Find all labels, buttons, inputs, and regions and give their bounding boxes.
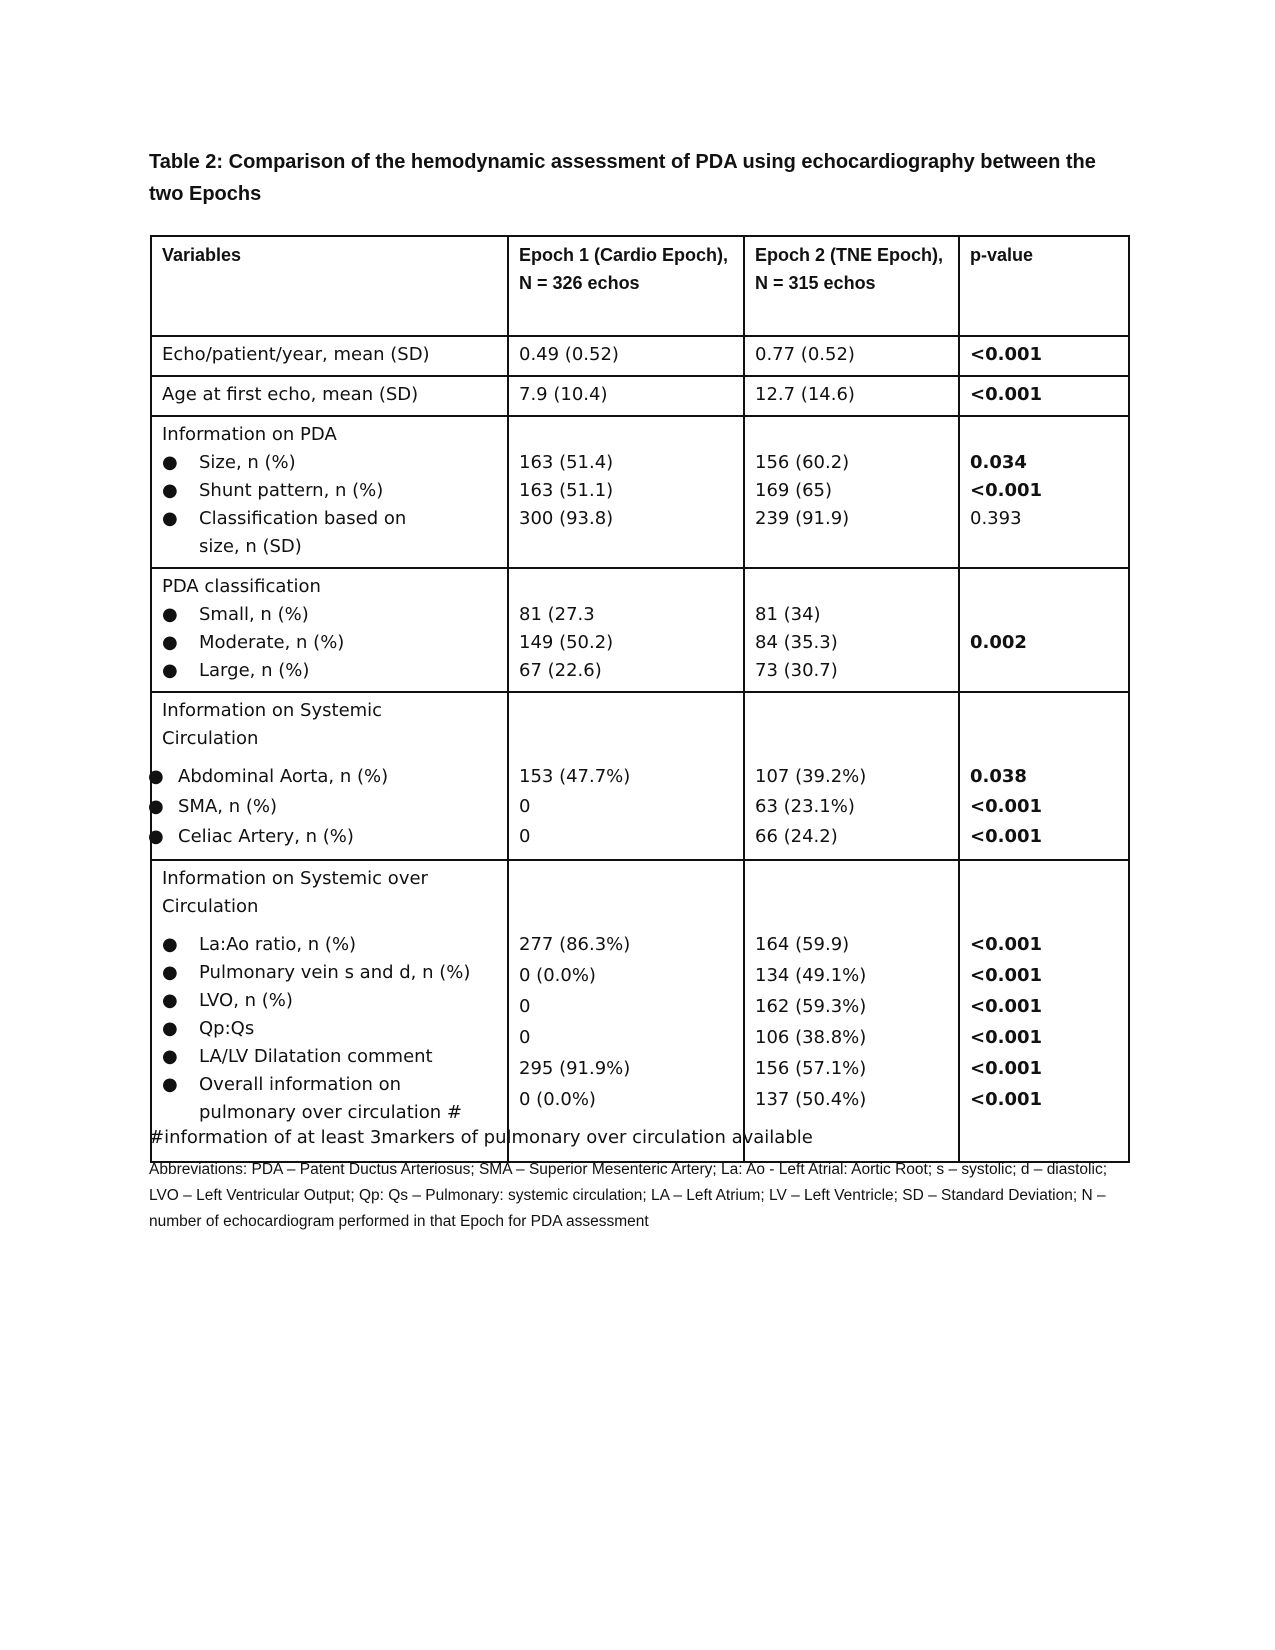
list-item: ● Qp:Qs [162,1015,497,1043]
bullet-icon: ● [162,1018,178,1039]
list-item: ● LVO, n (%) [162,987,497,1015]
group-title: PDA classification [162,576,321,597]
list-item: ● Small, n (%) [162,601,497,629]
list-item: ● La:Ao ratio, n (%) [162,931,497,959]
cell-epoch1: 153 (47.7%) 0 0 [508,692,744,860]
bullet-icon: ● [162,480,178,501]
bullet-icon: ● [162,604,178,625]
cell-epoch2: 107 (39.2%) 63 (23.1%) 66 (24.2) [744,692,959,860]
group-title: Information on PDA [162,424,337,445]
cell-epoch2: 164 (59.9) 134 (49.1%) 162 (59.3%) 106 (38.8%) 156 (57.1%) 137 (50.4%) [744,860,959,1162]
cell-epoch2: 156 (60.2) 169 (65) 239 (91.9) [744,416,959,568]
bullet-icon: ● [162,962,178,983]
cell-pvalue: <0.001 [959,336,1129,376]
header-variables: Variables [151,236,508,336]
group-systemic-circulation [148,692,508,860]
list-item: ● Shunt pattern, n (%) [162,477,497,505]
table-row [151,336,1129,376]
table-row [151,860,1129,1162]
bullet-icon: ● [162,1046,178,1067]
bullet-icon: ● [162,1074,178,1095]
table-row [151,568,1129,692]
group-over-circulation [151,860,508,1162]
cell-epoch2: 0.77 (0.52) [744,336,959,376]
list-item: ● Pulmonary vein s and d, n (%) [162,959,497,987]
group-title: Information on Systemic Circulation [162,700,383,749]
bullet-icon: ● [162,632,178,653]
list-item: ● Moderate, n (%) [162,629,497,657]
bullet-icon: ● [162,508,178,529]
cell-pvalue: <0.001 [959,376,1129,416]
cell-pvalue: 0.038 <0.001 <0.001 [959,692,1129,860]
table-header-row [151,236,1129,336]
list-item: ● Size, n (%) [162,449,497,477]
bullet-icon: ● [148,796,164,817]
list-item: ● Abdominal Aorta, n (%) [148,763,497,793]
row-label: Echo/patient/year, mean (SD) [151,336,508,376]
list-item: ● Overall information on pulmonary over circulation # [162,1071,497,1127]
bullet-icon: ● [148,826,164,847]
row-label: Age at first echo, mean (SD) [151,376,508,416]
cell-epoch2: 81 (34) 84 (35.3) 73 (30.7) [744,568,959,692]
table-row [151,416,1129,568]
header-epoch1: Epoch 1 (Cardio Epoch), N = 326 echos [508,236,744,336]
list-item: ● Classification based on size, n (SD) [162,505,497,561]
abbreviations-note: Abbreviations: PDA – Patent Ductus Arteriosus; SMA – Superior Mesenteric Artery; La: Ao - Left Atrial: Aortic Root; s – systolic; d – diastolic; LVO – Left Ventricular Output; Qp: Qs – Pulmonary: systemic circulation; LA – Left Atrium; LV – Left Ventricle; SD – Standard Deviation; N – number of echocardiogram performed in that Epoch for PDA assessment [149,1161,1107,1230]
cell-epoch1: 277 (86.3%) 0 (0.0%) 0 0 295 (91.9%) 0 (0.0%) [508,860,744,1162]
bullet-icon: ● [162,452,178,473]
list-item: ● Celiac Artery, n (%) [148,823,497,853]
header-epoch2: Epoch 2 (TNE Epoch), N = 315 echos [744,236,959,336]
cell-epoch1: 7.9 (10.4) [508,376,744,416]
bullet-icon: ● [148,766,164,787]
bullet-icon: ● [162,934,178,955]
group-title: Information on Systemic over Circulation [162,868,428,917]
cell-pvalue: 0.002 [959,568,1129,692]
cell-epoch1: 163 (51.4) 163 (51.1) 300 (93.8) [508,416,744,568]
table-row [151,692,1129,860]
cell-pvalue: <0.001 <0.001 <0.001 <0.001 <0.001 <0.001 [959,860,1129,1162]
cell-epoch1: 0.49 (0.52) [508,336,744,376]
bullet-icon: ● [162,660,178,681]
cell-epoch1: 81 (27.3 149 (50.2) 67 (22.6) [508,568,744,692]
list-item: ● Large, n (%) [162,657,497,685]
bullet-icon: ● [162,990,178,1011]
table-caption: Table 2: Comparison of the hemodynamic assessment of PDA using echocardiography between the two Epochs [149,151,1096,205]
comparison-table [150,235,1130,1163]
table-row [151,376,1129,416]
list-item: ● LA/LV Dilatation comment [162,1043,497,1071]
list-item: ● SMA, n (%) [148,793,497,823]
group-pda-classification [151,568,508,692]
group-info-pda [151,416,508,568]
cell-pvalue: 0.034 <0.001 0.393 [959,416,1129,568]
cell-epoch2: 12.7 (14.6) [744,376,959,416]
header-pvalue: p-value [959,236,1129,336]
table-footnote: #information of at least 3markers of pulmonary over circulation available [149,1127,813,1148]
